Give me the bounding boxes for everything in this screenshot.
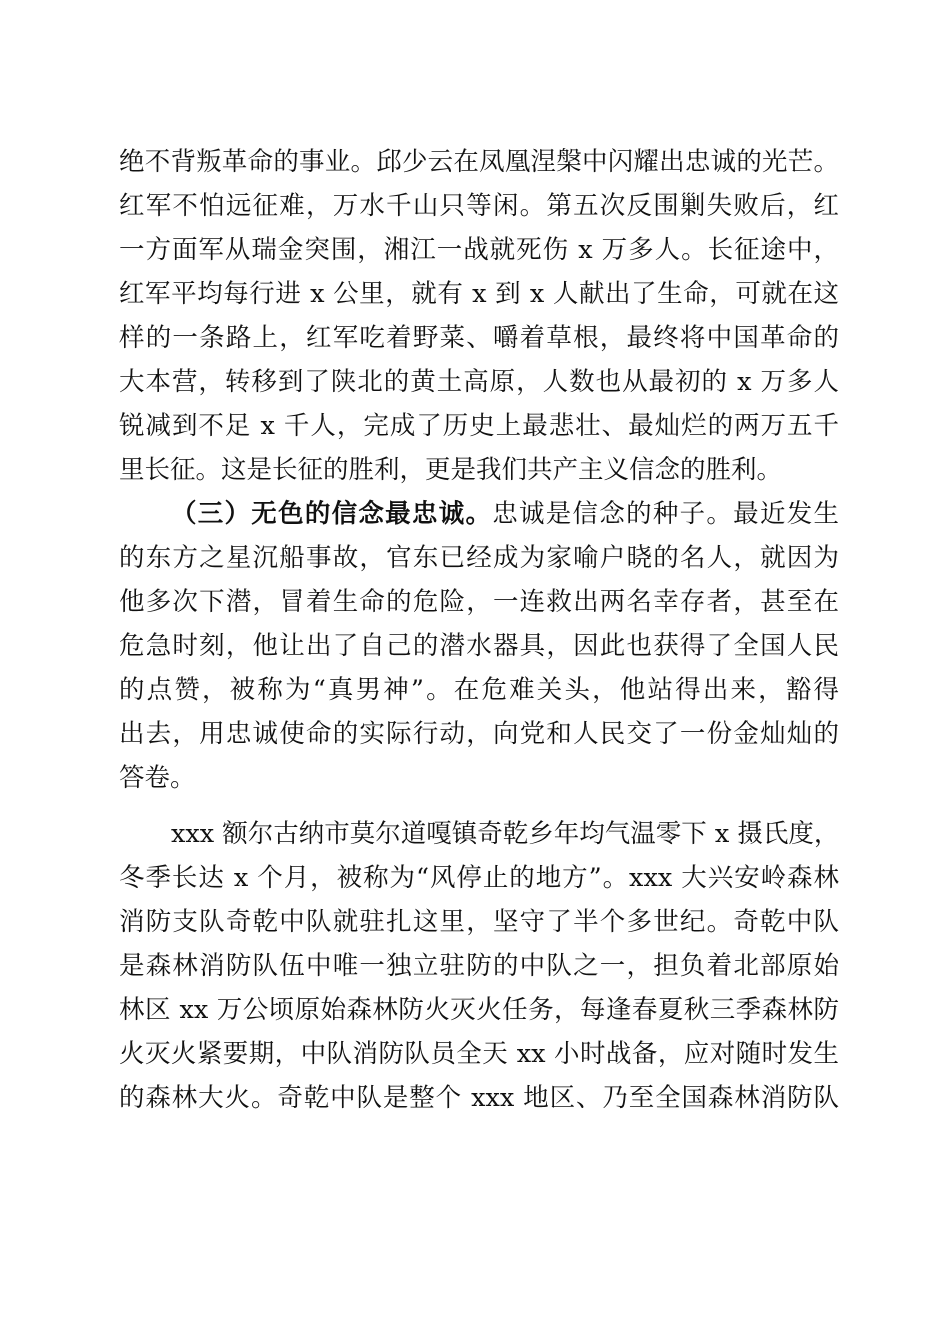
document-body <box>119 140 839 1120</box>
text-line: 的东方之星沉船事故，官东已经成为家喻户晓的名人，就因为 <box>119 543 839 573</box>
text-line: xxx 额尔古纳市莫尔道嘎镇奇乾乡年均气温零下 x 摄氏度， <box>171 819 840 849</box>
text-line: 的点赞，被称为“真男神”。在危难关头，他站得出来，豁得 <box>119 675 839 705</box>
paragraph-gap <box>119 800 839 812</box>
text-line: 绝不背叛革命的事业。邱少云在凤凰涅槃中闪耀出忠诚的光芒。 <box>119 147 839 177</box>
text-line: 一方面军从瑞金突围，湘江一战就死伤 x 万多人。长征途中， <box>119 235 839 265</box>
text-line <box>119 492 839 536</box>
text-line: 火灭火紧要期，中队消防队员全天 xx 小时战备，应对随时发生 <box>119 1039 839 1069</box>
text-line: 答卷。 <box>119 763 196 793</box>
paragraph-long-march <box>119 140 839 492</box>
text-line: 他多次下潜，冒着生命的危险，一连救出两名幸存者，甚至在 <box>119 587 839 617</box>
text-line: 红军平均每行进 x 公里，就有 x 到 x 人献出了生命，可就在这 <box>119 279 839 309</box>
text-line: 样的一条路上，红军吃着野菜、嚼着草根，最终将中国革命的 <box>119 323 839 353</box>
text-run: 忠诚是信念的种子。最近发生 <box>492 499 839 529</box>
text-line: 林区 xx 万公顷原始森林防火灭火任务，每逢春夏秋三季森林防 <box>119 995 839 1025</box>
text-line: 冬季长达 x 个月，被称为“风停止的地方”。xxx 大兴安岭森林 <box>119 863 839 893</box>
text-line: 消防支队奇乾中队就驻扎这里，坚守了半个多世纪。奇乾中队 <box>119 907 839 937</box>
text-line: 红军不怕远征难，万水千山只等闲。第五次反围剿失败后，红 <box>119 191 839 221</box>
text-line: 里长征。这是长征的胜利，更是我们共产主义信念的胜利。 <box>119 455 783 485</box>
section-heading: （三）无色的信念最忠诚。 <box>171 499 493 529</box>
text-line: 危急时刻，他让出了自己的潜水器具，因此也获得了全国人民 <box>119 631 839 661</box>
text-line: 锐减到不足 x 千人，完成了历史上最悲壮、最灿烂的两万五千 <box>119 411 839 441</box>
text-line: 是森林消防队伍中唯一独立驻防的中队之一，担负着北部原始 <box>119 951 839 981</box>
paragraph-forest-fire-team <box>119 812 839 1120</box>
text-line: 出去，用忠诚使命的实际行动，向党和人民交了一份金灿灿的 <box>119 719 839 749</box>
text-line: 大本营，转移到了陕北的黄土高原，人数也从最初的 x 万多人 <box>119 367 839 397</box>
text-line: 的森林大火。奇乾中队是整个 xxx 地区、乃至全国森林消防队 <box>119 1083 839 1113</box>
paragraph-loyalty <box>119 492 839 800</box>
